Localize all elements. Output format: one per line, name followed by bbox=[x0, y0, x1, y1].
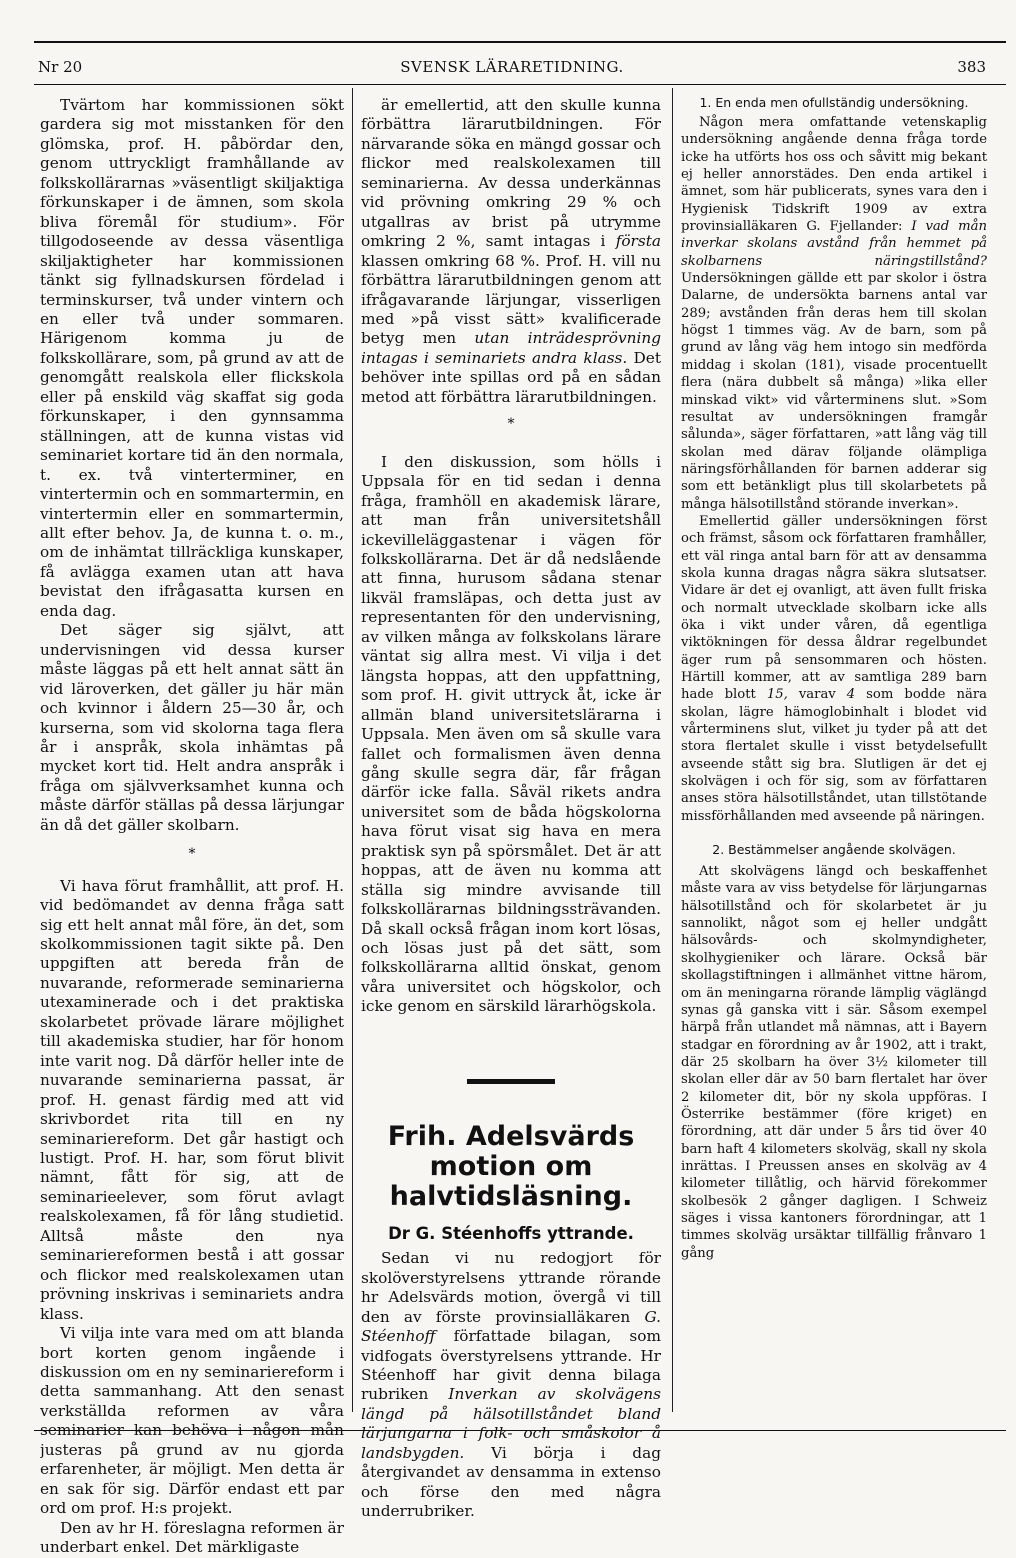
italic-run: första bbox=[615, 232, 661, 251]
article-title: Frih. Adelsvärds motion om halvtidsläsning. bbox=[387, 1120, 635, 1212]
bottom-rule bbox=[34, 1430, 1006, 1431]
italic-run: 4 bbox=[846, 687, 856, 703]
paragraph: Vi hava förut framhållit, att prof. H. vid bedömandet av denna fråga satt sig ett helt annat mål före, än det, som skolkommissionen tagit sikte på. Den uppgiften att bereda från de nuvarande, reformerade seminarierna utexaminerade och i det praktiska skolarbetet prövade lärare möjlighet till akademiska studier, har för honom inte varit nog. Då därför heller inte de nuvarande seminarierna passat, är prof. H. genast färdig med att vid skrivbordet rita till en ny seminariereform. Det går hastigt och lustigt. Prof. H. har, som förut blivit nämnt, fått för sig, att de seminarieelever, som förut avlagt realskolexamen, få för lång studietid. Alltså måste den nya seminariereformen bestå i att gossar och flickor med realskolexamen utan prövning inskrivas i seminariets andra klass. bbox=[40, 876, 344, 1323]
italic-run: Inverkan av skolvägens längd på hälsotillståndet bland lärjungarna i folk- och småskolor å landsbygden. bbox=[361, 1385, 661, 1462]
text-run: klassen omkring 68 %. Prof. H. vill nu förbättra lärarutbildningen genom att ifrågavarande lärjungar, visserligen med »på visst sätt» kvalificerade betyg men bbox=[361, 251, 661, 348]
column-2 bbox=[361, 96, 661, 1522]
issue-number: Nr 20 bbox=[38, 58, 83, 76]
text-run: Sedan vi nu redogjort för skolöverstyrelsens yttrande rörande hr Adelsvärds motion, övergå vi till den av förste provinsialläkaren bbox=[361, 1249, 661, 1326]
column-divider bbox=[352, 88, 353, 1412]
section-heading: 2. Bestämmelser angående skolvägen. bbox=[712, 842, 956, 858]
paragraph: Att skolvägens längd och beskaffenhet måste vara av viss betydelse för lärjungarnas hälsotillstånd och för skolarbetet är ju sannolikt, något som ej heller undgått hälsovårds- och skolmyndigheter, skolhygieniker och lärare. Också bär skollagstiftningen i allmänhet vittne härom, om än meningarna rörande lämplig väglängd synas gå ganska vitt i sär. Såsom exempel härpå från utlandet må nämnas, att i Bayern stadgar en förordning av år 1902, att i trakt, där 25 skolbarn ha över 3½ kilometer till skolan eller där av 50 barn flertalet har över 2 kilometer dit, bör ny skola uppföras. I Österrike bestämmer (före kriget) en förordning, att där under 5 års tid över 40 barn haft 4 kilometers skolväg, skall ny skola inrättas. I Preussen anses en skolväg av 4 kilometer tillåtlig, och härvid förekommer skolbesök 2 gånger dagligen. I Schweiz säges i vissa kantoners förordningar, att 1 timmes skolväg ursäktar tillfällig frånvaro 1 gång bbox=[681, 864, 987, 1261]
section-heading: 1. En enda men ofullständig undersökning. bbox=[699, 96, 969, 110]
paragraph: I den diskussion, som hölls i Uppsala för en tid sedan i denna fråga, framhöll en akademisk lärare, att man från universitetshåll ickevilleläggastenar i vägen för folkskollärarna. Det är då nedslående att finna, hurusom sådana stenar likväl framsläpas, och detta just av representanten för den undervisning, av vilken många av folkskolans lärare väntat sig allra mest. Vi vilja i det längsta hoppas, att den uppfattning, som prof. H. givit uttryck åt, icke är allmän bland universitetslärarna i Uppsala. Men även om så skulle vara fallet och formalismen även denna gång skulle segra där, får frågan därför icke falla. Såväl rikets andra universitet som de båda högskolorna hava förut visat sig hava en mera praktisk syn på spörsmålet. Det är att hoppas, att de även nu komma att ställa sig mindre avvisande till folkskollärarnas bildningssträvanden. Då skall också frågan inom kort lösas, och lösas just på det sätt, som folkskollärarna alltid önskat, genom våra universitet och högskolor, och icke genom en särskild lärarhögskola. bbox=[361, 452, 661, 1016]
text-run: Vi börja i dag återgivandet av densamma in extenso och förse den med några underrubriker. bbox=[361, 1443, 661, 1521]
article-divider bbox=[467, 1079, 555, 1084]
paragraph: Vi vilja inte vara med om att blanda bort korten genom ingående i diskussion om en ny seminariereform i detta sammanhang. Att den senast verkställda reformen av våra seminarier kan behöva i någon mån justeras på grund av nu gjorda erfarenheter, är möjligt. Men detta är en sak för sig. Därför endast ett par ord om prof. H:s projekt. bbox=[40, 1324, 344, 1518]
article-subtitle: Dr G. Stéenhoffs yttrande. bbox=[388, 1223, 634, 1243]
column-divider bbox=[672, 88, 673, 1412]
section-separator: * bbox=[188, 846, 196, 863]
paragraph bbox=[681, 114, 987, 513]
journal-title: SVENSK LÄRARETIDNING. bbox=[400, 58, 624, 76]
paragraph: Tvärtom har kommissionen sökt gardera sig mot misstanken för den glömska, prof. H. påbördar den, genom uttryckligt framhållande av folkskollärarnas »väsentligt skiljaktiga förkunskaper i de ämnen, som skola bliva föremål för studium». För tillgodoseende av dessa väsentliga skiljaktigheter har kommissionen tänkt sig fyllnadskursen fördelad i terminskurser, två under vintern och en eller två under sommaren. Härigenom komma ju de folkskollärare, som, på grund av att de genomgått realskola eller flickskola eller på enskild väg skaffat sig goda förkunskaper, i den gynnsamma ställningen, att de kunna vistas vid seminariet kortare tid än den normala, t. ex. två vinterterminer, en vintertermin och en sommartermin, en vintertermin eller en sommartermin, allt efter behov. Ja, de kunna t. o. m., om de inhämtat tillräckliga kunskaper, få avlägga examen utan att hava bevistat den ifrågasatta kursen en enda dag. bbox=[40, 96, 344, 620]
page-header bbox=[38, 58, 986, 84]
italic-run: 15, bbox=[766, 687, 788, 703]
paragraph bbox=[361, 1249, 661, 1521]
paragraph: Den av hr H. föreslagna reformen är underbart enkel. Det märkligaste bbox=[40, 1518, 344, 1557]
italic-run: utan inträdesprövning intagas i seminariets andra klass. bbox=[361, 329, 661, 367]
column-1 bbox=[40, 96, 344, 1558]
text-run: Det behöver inte spillas ord på en sådan metod att förbättra lärarutbildningen. bbox=[361, 348, 661, 406]
italic-run: G. Stéenhoff bbox=[361, 1307, 661, 1346]
text-run: författade bilagan, som vidfogats överstyrelsens yttrande. Hr Stéenhoff har givit denna bilaga rubriken bbox=[361, 1327, 661, 1404]
text-run: Emellertid gäller undersökningen först och främst, såsom ock författaren framhåller, ett väl ringa antal barn för att av densamma skola kunna dragas några säkra slutsatser. Vidare är det ej ovanligt, att även fullt friska och normalt utvecklade skolbarn icke alls öka i vikt under våren, då egentliga viktökningen för dessa åldrar regelbundet äger rum på sensommaren och hösten. Härtill kommer, att av samtliga 289 barn hade blott bbox=[681, 513, 987, 703]
page-number: 383 bbox=[957, 58, 986, 76]
paragraph: Det säger sig självt, att undervisningen vid dessa kurser måste läggas på ett helt annat sätt än vid läroverken, det gäller ju här män och kvinnor i åldern 25—30 år, och kurserna, som vid skolorna taga flera år i anspråk, skola inhämtas på mycket kort tid. Helt andra anspråk i fråga om självverksamhet kunna och måste därför ställas på dessa lärjungar än då det gäller skolbarn. bbox=[40, 621, 344, 834]
section-separator: * bbox=[507, 416, 515, 433]
text-run: är emellertid, att den skulle kunna förbättra lärarutbildningen. För närvarande söka en mängd gossar och flickor med realskolexamen till seminarierna. Av dessa underkännas vid prövning omkring 29 % och utgallras av brist på utrymme omkring 2 %, samt intagas i bbox=[361, 96, 661, 251]
text-run: varav bbox=[787, 687, 847, 703]
header-rule bbox=[34, 84, 1006, 85]
text-run: Undersökningen gällde ett par skolor i östra Dalarne, de undersökta barnens antal var 289; avstånden från deras hem till skolan högst 1 timmes väg. Av de barn, som på grund av lång väg hem intogo sin medförda middag i skolan (181), visade procentuellt flera (nära dubbelt så många) »lika eller minskad vikt» vid vårterminens slut. »Som resultat av undersökningen framgår sålunda», säger författaren, »att lång väg till skolan med därav följande olämpliga näringsförhållanden för barnen adderar sig som ett betänkligt plus till skolarbetets på många hälsotillstånd störande inverkan». bbox=[681, 271, 987, 512]
paragraph bbox=[361, 96, 661, 407]
text-run: som bodde nära skolan, lägre hämoglobinhalt i blodet vid vårterminens slut, vilket ju tyder på att det stora flertalet skulle i visst betydelsefullt avseende stått sig bra. Slutligen är det ej skolvägen i och för sig, som av författaren anses störa hälsotillståndet, utan tillstötande missförhållanden med avseende på näringen. bbox=[681, 687, 987, 824]
paragraph bbox=[681, 513, 987, 825]
text-run: Någon mera omfattande vetenskaplig undersökning angående denna fråga torde icke ha utförts hos oss och såvitt mig bekant ej heller annorstädes. Den enda artikel i ämnet, som här publicerats, synes vara den i Hygienisk Tidskrift 1909 av extra provinsialläkaren G. Fjellander: bbox=[681, 115, 987, 235]
italic-run: I vad mån inverkar skolans avstånd från hemmet på skolbarnens näringstillstånd? bbox=[681, 219, 987, 269]
top-rule bbox=[34, 41, 1006, 43]
column-3 bbox=[681, 96, 987, 1262]
